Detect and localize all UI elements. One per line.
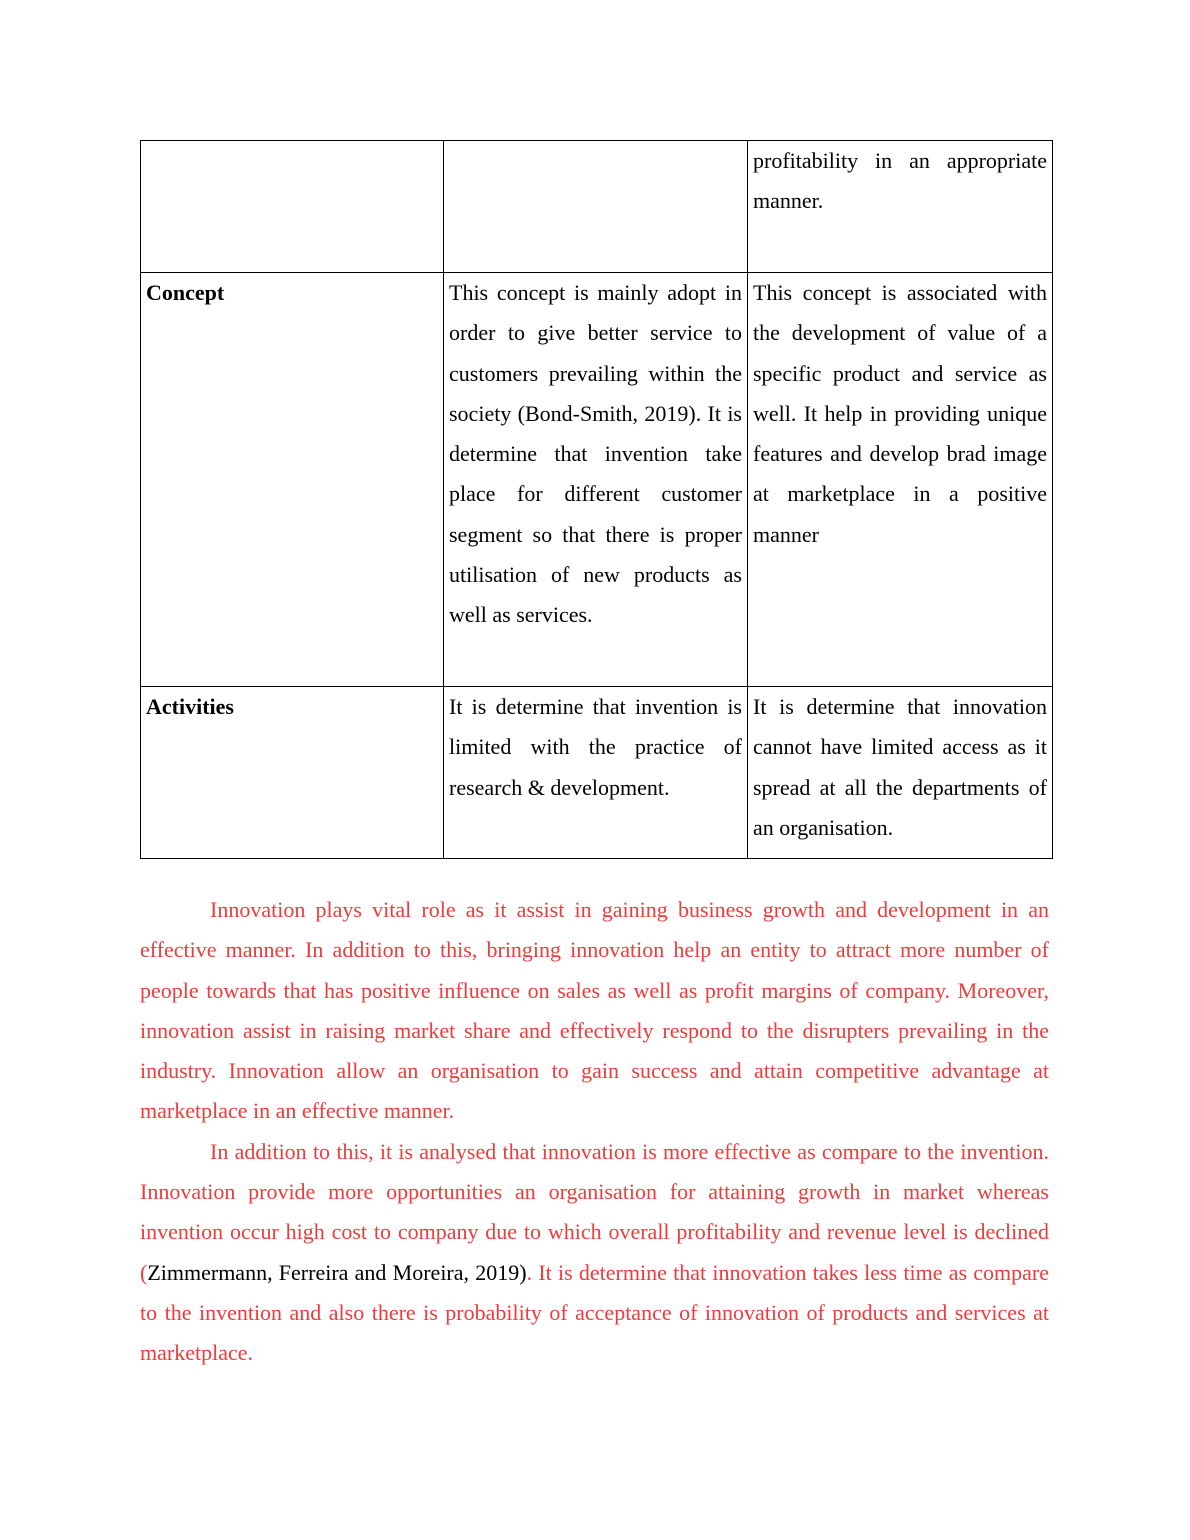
table-row (141, 273, 1053, 687)
invention-cell: This concept is mainly adopt in order to give better service to customers prevailing within the society (Bond-Smith, 2019). It is determine that invention take place for different customer segment so that there is proper utilisation of new products as well as services. (444, 273, 748, 687)
row-label-cell: Concept (141, 273, 444, 687)
innovation-cell: It is determine that innovation cannot have limited access as it spread at all the departments of an organisation. (748, 687, 1053, 859)
row-label-cell (141, 141, 444, 273)
innovation-cell: This concept is associated with the development of value of a specific product and service as well. It help in providing unique features and develop brad image at marketplace in a positive manner (748, 273, 1053, 687)
innovation-cell: profitability in an appropriate manner. (748, 141, 1053, 273)
paragraph-innovation-vs-invention (140, 1132, 1049, 1374)
paragraph-text: . It is determine that innovation takes less time as compare to the invention and also there is probability of acceptance of innovation of products and services at marketplace. (140, 1259, 1049, 1366)
invention-cell: It is determine that invention is limited with the practice of research & development. (444, 687, 748, 859)
row-label-cell: Activities (141, 687, 444, 859)
table-row (141, 687, 1053, 859)
citation: Zimmermann, Ferreira and Moreira, 2019) (147, 1259, 527, 1285)
paragraph-innovation-role: Innovation plays vital role as it assist in gaining business growth and development in an effective manner. In addition to this, bringing innovation help an entity to attract more number of people towards that has positive influence on sales as well as profit margins of company. Moreover, innovation assist in raising market share and effectively respond to the disrupters prevailing in the industry. Innovation allow an organisation to gain success and attain competitive advantage at marketplace in an effective manner. (140, 897, 1049, 1124)
paragraph-text: In addition to this, it is analysed that innovation is more effective as compare to the invention. Innovation provide more opportunities an organisation for attaining growth in market whereas invention occur high cost to company due to which overall profitability and revenue level is declined ( (140, 1138, 1049, 1285)
table-row (141, 141, 1053, 273)
comparison-table (140, 140, 1053, 859)
body-text (140, 890, 1049, 1374)
invention-cell (444, 141, 748, 273)
